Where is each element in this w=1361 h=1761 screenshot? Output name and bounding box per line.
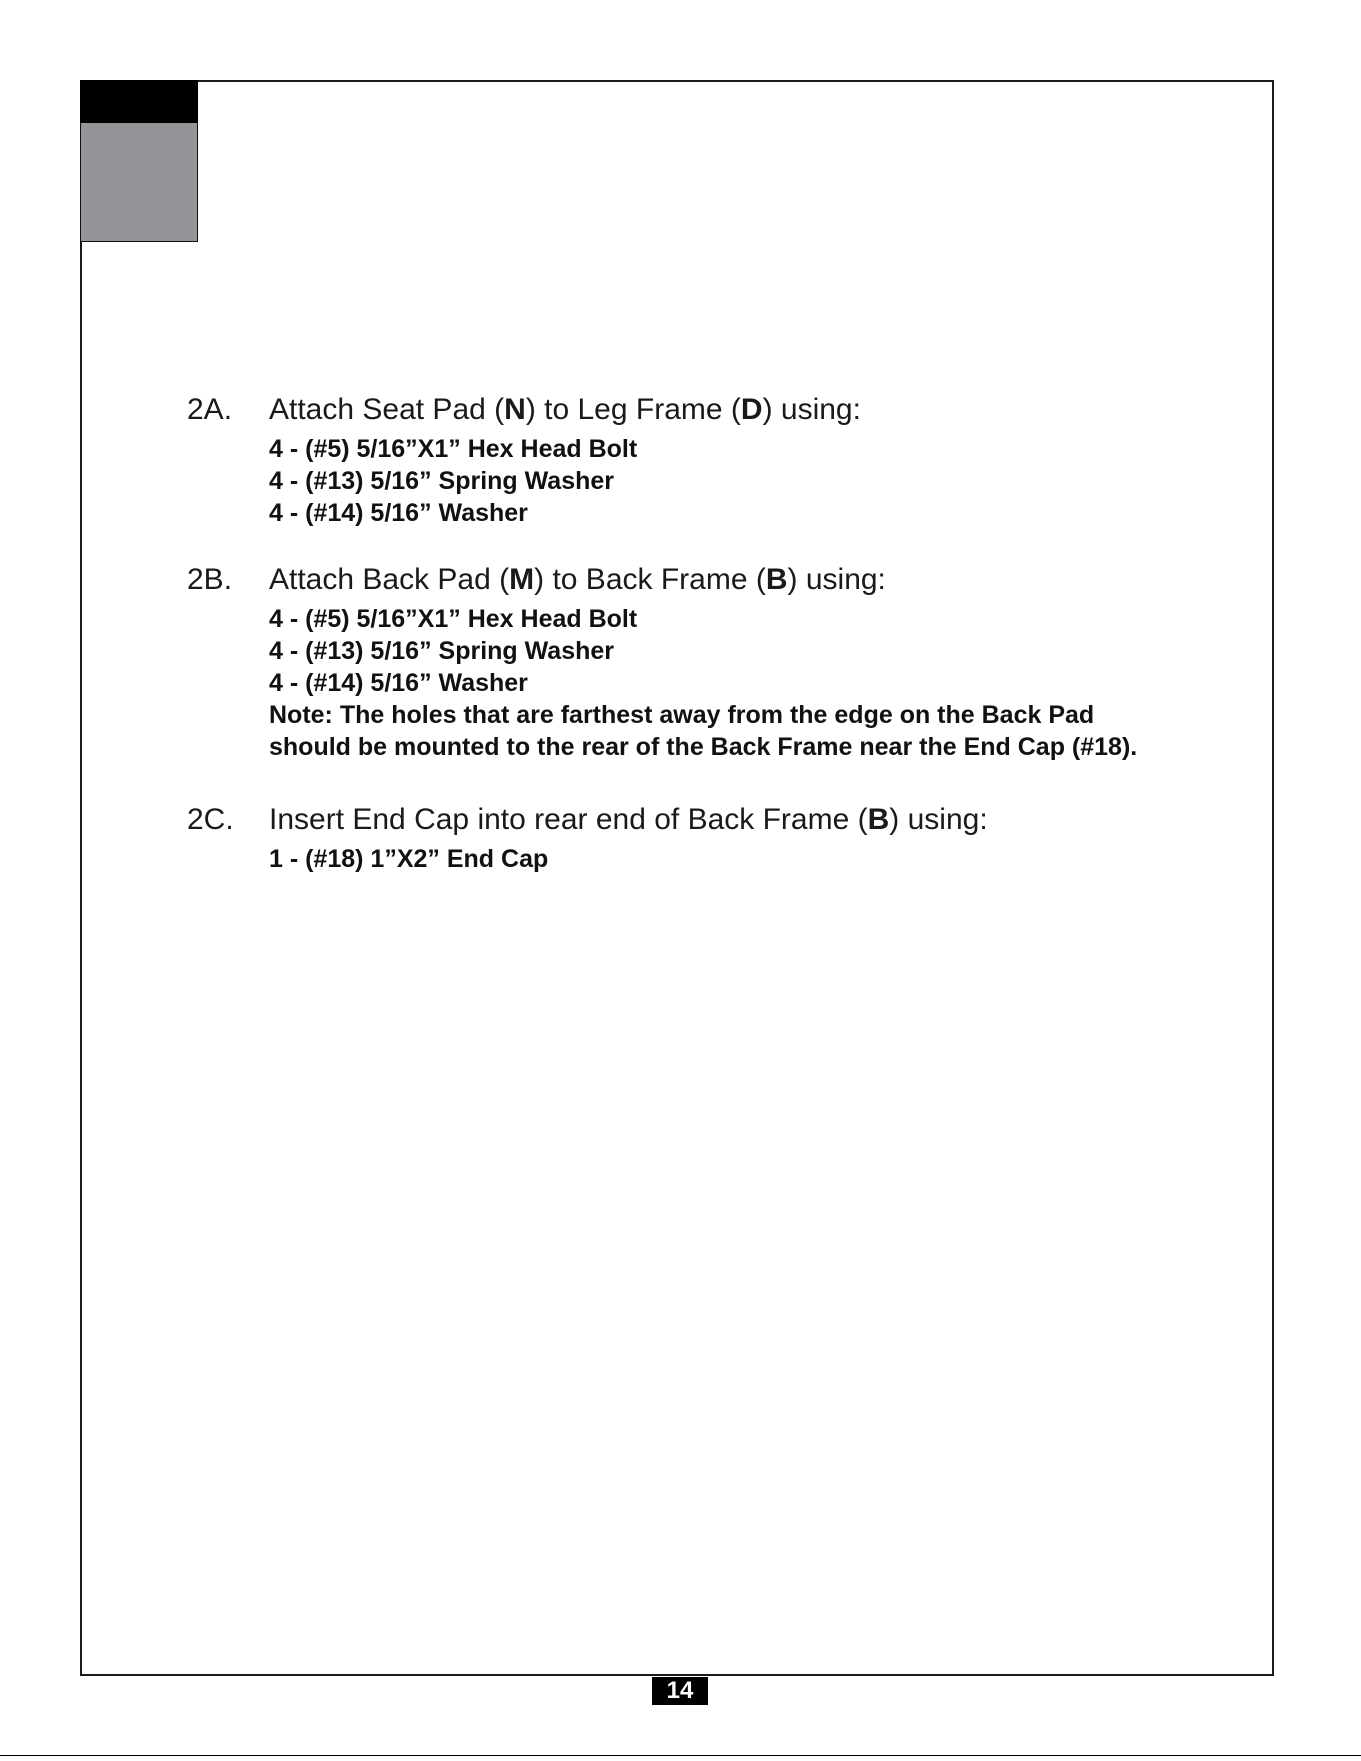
bottom-rule bbox=[0, 1755, 1361, 1756]
step-number: 2B. bbox=[187, 563, 233, 596]
part-line: 4 - (#5) 5/16”X1” Hex Head Bolt bbox=[269, 435, 638, 463]
part-line: 4 - (#14) 5/16” Washer bbox=[269, 499, 528, 527]
note-line: Note: The holes that are farthest away from the edge on the Back Pad bbox=[269, 701, 1095, 729]
parts-list bbox=[269, 433, 1247, 529]
page-frame bbox=[80, 80, 1274, 1676]
step-number: 2C. bbox=[187, 803, 234, 836]
step-2a bbox=[187, 392, 1247, 529]
step-title: Attach Seat Pad (N) to Leg Frame (D) using: bbox=[269, 393, 861, 426]
part-line: 4 - (#14) 5/16” Washer bbox=[269, 669, 528, 697]
part-line: 4 - (#5) 5/16”X1” Hex Head Bolt bbox=[269, 605, 638, 633]
step-2c bbox=[187, 802, 1247, 875]
header-tab-black bbox=[80, 80, 198, 123]
step-2b bbox=[187, 562, 1247, 763]
parts-list bbox=[269, 603, 1247, 763]
part-line: 4 - (#13) 5/16” Spring Washer bbox=[269, 637, 615, 665]
parts-list bbox=[269, 843, 1247, 875]
step-title: Insert End Cap into rear end of Back Frame (B) using: bbox=[269, 803, 988, 836]
step-title: Attach Back Pad (M) to Back Frame (B) using: bbox=[269, 563, 886, 596]
note-line: should be mounted to the rear of the Back Frame near the End Cap (#18). bbox=[269, 733, 1138, 761]
header-tab-gray bbox=[80, 123, 198, 242]
page-number: 14 bbox=[652, 1677, 708, 1705]
part-line: 1 - (#18) 1”X2” End Cap bbox=[269, 845, 549, 873]
step-number: 2A. bbox=[187, 393, 233, 426]
part-line: 4 - (#13) 5/16” Spring Washer bbox=[269, 467, 615, 495]
